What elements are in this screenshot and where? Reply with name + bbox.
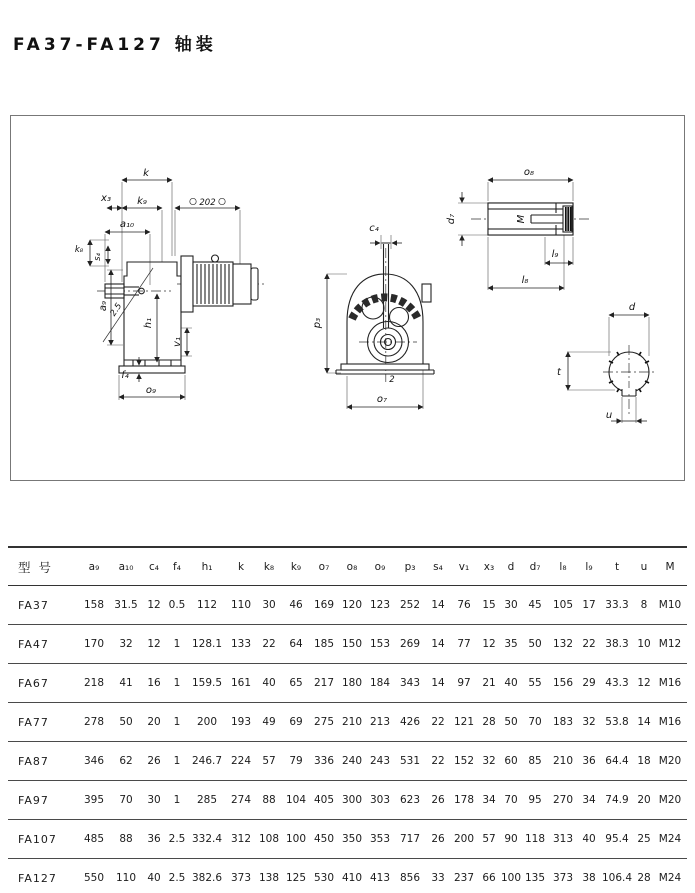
page-title: FA37-FA127 轴装	[13, 35, 217, 55]
value-cell: 110	[115, 872, 137, 884]
value-cell: 95	[528, 794, 542, 806]
value-cell: 45	[528, 599, 542, 611]
value-cell: 36	[582, 755, 596, 767]
value-cell: 76	[457, 599, 471, 611]
value-cell: M12	[658, 638, 682, 650]
value-cell: 22	[431, 716, 445, 728]
value-cell: 243	[369, 755, 391, 767]
value-cell: 270	[552, 794, 574, 806]
value-cell: 373	[230, 872, 252, 884]
value-cell: 426	[399, 716, 421, 728]
dim-label-t: t	[557, 367, 561, 378]
value-cell: 70	[528, 716, 542, 728]
dim-label-s4: s₄	[93, 253, 103, 261]
value-cell: 1	[173, 794, 181, 806]
value-cell: 193	[230, 716, 252, 728]
hollow-shaft-view	[446, 167, 591, 290]
table-row	[8, 703, 687, 742]
dim-label-l8: l₈	[521, 275, 529, 286]
value-cell: 1	[173, 638, 181, 650]
value-cell: 153	[369, 638, 391, 650]
value-cell: 14	[637, 716, 651, 728]
column-header: p₃	[404, 560, 416, 573]
value-cell: 32	[582, 716, 596, 728]
value-cell: 217	[313, 677, 335, 689]
model-cell: FA47	[18, 637, 49, 651]
value-cell: 30	[504, 599, 518, 611]
column-header: l₈	[559, 560, 567, 573]
value-cell: 353	[369, 833, 391, 845]
dim-label-o7: o₇	[376, 394, 388, 405]
value-cell: 35	[504, 638, 518, 650]
value-cell: 210	[552, 755, 574, 767]
table-header-row	[8, 548, 687, 586]
value-cell: 74.9	[605, 794, 629, 806]
column-header: c₄	[149, 560, 159, 573]
value-cell: 180	[341, 677, 363, 689]
value-cell: 210	[341, 716, 363, 728]
value-cell: 2.5	[168, 872, 186, 884]
value-cell: 77	[457, 638, 471, 650]
value-cell: 64	[289, 638, 303, 650]
value-cell: 36	[147, 833, 161, 845]
value-cell: 26	[431, 833, 445, 845]
value-cell: 120	[341, 599, 363, 611]
value-cell: 100	[500, 872, 522, 884]
value-cell: 623	[399, 794, 421, 806]
value-cell: 12	[637, 677, 651, 689]
value-cell: 108	[258, 833, 280, 845]
value-cell: 53.8	[605, 716, 629, 728]
dim-label-c4: c₄	[369, 223, 379, 234]
value-cell: 413	[369, 872, 391, 884]
value-cell: 169	[313, 599, 335, 611]
thread-label-M: M	[516, 214, 527, 224]
value-cell: 17	[582, 599, 596, 611]
dim-label-f4: f₄	[121, 370, 129, 381]
column-header: u	[640, 560, 648, 573]
front-view	[312, 223, 434, 409]
value-cell: M20	[658, 794, 682, 806]
value-cell: 43.3	[605, 677, 629, 689]
value-cell: 14	[431, 677, 445, 689]
value-cell: 104	[285, 794, 307, 806]
table-row	[8, 820, 687, 859]
dim-label-p3: p₃	[312, 317, 323, 329]
column-header: k₉	[290, 560, 302, 573]
value-cell: 28	[637, 872, 651, 884]
value-cell: 26	[147, 755, 161, 767]
value-cell: 25	[637, 833, 651, 845]
value-cell: 49	[262, 716, 276, 728]
value-cell: 30	[262, 599, 276, 611]
column-header: x₃	[483, 560, 495, 573]
value-cell: 12	[147, 599, 161, 611]
value-cell: 65	[289, 677, 303, 689]
value-cell: 200	[196, 716, 218, 728]
value-cell: 332.4	[191, 833, 223, 845]
column-header: l₉	[585, 560, 593, 573]
value-cell: 382.6	[191, 872, 223, 884]
value-cell: 128.1	[191, 638, 223, 650]
value-cell: 121	[453, 716, 475, 728]
value-cell: 70	[504, 794, 518, 806]
value-cell: 79	[289, 755, 303, 767]
note-label: 2	[389, 375, 395, 385]
value-cell: 22	[262, 638, 276, 650]
value-cell: 336	[313, 755, 335, 767]
dim-label-o8: o₈	[523, 167, 535, 178]
value-cell: 269	[399, 638, 421, 650]
dim-label-a10: a₁₀	[119, 219, 135, 230]
value-cell: 350	[341, 833, 363, 845]
value-cell: 158	[83, 599, 105, 611]
value-cell: M16	[658, 677, 682, 689]
value-cell: 28	[482, 716, 496, 728]
value-cell: 300	[341, 794, 363, 806]
value-cell: 240	[341, 755, 363, 767]
value-cell: 50	[504, 716, 518, 728]
value-cell: 40	[504, 677, 518, 689]
dim-label-k: k	[143, 168, 149, 179]
value-cell: 152	[453, 755, 475, 767]
table-row	[8, 781, 687, 820]
technical-drawing	[10, 115, 685, 481]
table-row	[8, 586, 687, 625]
value-cell: 110	[230, 599, 252, 611]
value-cell: 1	[173, 716, 181, 728]
dim-label-motor: 202	[199, 198, 216, 208]
value-cell: 531	[399, 755, 421, 767]
value-cell: 405	[313, 794, 335, 806]
value-cell: 33	[431, 872, 445, 884]
value-cell: 20	[637, 794, 651, 806]
value-cell: 40	[582, 833, 596, 845]
value-cell: 97	[457, 677, 471, 689]
value-cell: 246.7	[191, 755, 223, 767]
value-cell: 303	[369, 794, 391, 806]
value-cell: 100	[285, 833, 307, 845]
value-cell: 200	[453, 833, 475, 845]
column-header: h₁	[201, 560, 213, 573]
dim-label-d7: d₇	[446, 213, 457, 225]
value-cell: 40	[147, 872, 161, 884]
column-header: t	[614, 560, 620, 573]
value-cell: 22	[582, 638, 596, 650]
model-cell: FA127	[18, 871, 57, 885]
value-cell: 62	[119, 755, 133, 767]
column-header: o₉	[374, 560, 386, 573]
value-cell: 275	[313, 716, 335, 728]
value-cell: 57	[482, 833, 496, 845]
value-cell: 313	[552, 833, 574, 845]
value-cell: 22	[431, 755, 445, 767]
column-header: d	[507, 560, 515, 573]
value-cell: M24	[658, 872, 682, 884]
dim-label-o9: o₉	[145, 385, 157, 396]
model-cell: FA77	[18, 715, 49, 729]
value-cell: 237	[453, 872, 475, 884]
value-cell: 57	[262, 755, 276, 767]
value-cell: 55	[528, 677, 542, 689]
value-cell: 70	[119, 794, 133, 806]
value-cell: 85	[528, 755, 542, 767]
column-header: M	[665, 560, 675, 573]
value-cell: 224	[230, 755, 252, 767]
column-header: a₁₀	[118, 560, 134, 573]
model-cell: FA97	[18, 793, 49, 807]
table-body	[8, 586, 687, 893]
model-cell: FA37	[18, 598, 49, 612]
model-cell: FA87	[18, 754, 49, 768]
model-column-header: 型号	[18, 559, 60, 575]
value-cell: 184	[369, 677, 391, 689]
value-cell: 123	[369, 599, 391, 611]
value-cell: 178	[453, 794, 475, 806]
value-cell: 46	[289, 599, 303, 611]
value-cell: 252	[399, 599, 421, 611]
dim-label-d: d	[628, 302, 636, 313]
value-cell: 183	[552, 716, 574, 728]
dim-label-u: u	[605, 410, 613, 421]
value-cell: 550	[83, 872, 105, 884]
value-cell: 485	[83, 833, 105, 845]
value-cell: 218	[83, 677, 105, 689]
value-cell: 66	[482, 872, 496, 884]
value-cell: 34	[582, 794, 596, 806]
column-header: o₇	[318, 560, 330, 573]
value-cell: 88	[119, 833, 133, 845]
value-cell: 2.5	[168, 833, 186, 845]
value-cell: 118	[524, 833, 546, 845]
value-cell: 410	[341, 872, 363, 884]
value-cell: 64.4	[605, 755, 629, 767]
value-cell: 12	[482, 638, 496, 650]
value-cell: 16	[147, 677, 161, 689]
value-cell: 0.5	[168, 599, 186, 611]
model-cell: FA67	[18, 676, 49, 690]
column-header: o₈	[346, 560, 358, 573]
value-cell: 21	[482, 677, 496, 689]
value-cell: 150	[341, 638, 363, 650]
value-cell: 69	[289, 716, 303, 728]
value-cell: 105	[552, 599, 574, 611]
value-cell: 395	[83, 794, 105, 806]
value-cell: 29	[582, 677, 596, 689]
value-cell: 213	[369, 716, 391, 728]
value-cell: 38.3	[605, 638, 629, 650]
value-cell: 60	[504, 755, 518, 767]
dim-label-h1: h₁	[143, 317, 154, 329]
value-cell: 112	[196, 599, 218, 611]
column-header: k₈	[263, 560, 275, 573]
value-cell: 32	[482, 755, 496, 767]
drawing-svg	[11, 116, 684, 480]
model-cell: FA107	[18, 832, 57, 846]
table-row	[8, 859, 687, 893]
value-cell: 346	[83, 755, 105, 767]
value-cell: 41	[119, 677, 133, 689]
column-header: v₁	[458, 560, 470, 573]
value-cell: 312	[230, 833, 252, 845]
value-cell: 717	[399, 833, 421, 845]
value-cell: M20	[658, 755, 682, 767]
value-cell: 274	[230, 794, 252, 806]
value-cell: 8	[640, 599, 648, 611]
value-cell: 373	[552, 872, 574, 884]
value-cell: 450	[313, 833, 335, 845]
value-cell: 856	[399, 872, 421, 884]
value-cell: 106.4	[601, 872, 633, 884]
value-cell: 156	[552, 677, 574, 689]
dim-label-k8: k₈	[74, 245, 84, 255]
value-cell: 133	[230, 638, 252, 650]
dimension-table	[8, 546, 687, 893]
value-cell: 18	[637, 755, 651, 767]
value-cell: 138	[258, 872, 280, 884]
column-header: d₇	[529, 560, 541, 573]
value-cell: 135	[524, 872, 546, 884]
value-cell: 278	[83, 716, 105, 728]
column-header: f₄	[173, 560, 181, 573]
value-cell: 530	[313, 872, 335, 884]
value-cell: 285	[196, 794, 218, 806]
value-cell: 30	[147, 794, 161, 806]
value-cell: M24	[658, 833, 682, 845]
table-row	[8, 664, 687, 703]
dim-label-x3: x₃	[101, 193, 111, 204]
value-cell: 1	[173, 755, 181, 767]
value-cell: 88	[262, 794, 276, 806]
value-cell: 50	[528, 638, 542, 650]
value-cell: M16	[658, 716, 682, 728]
column-header: s₄	[433, 560, 443, 573]
value-cell: 15	[482, 599, 496, 611]
column-header: a₉	[88, 560, 100, 573]
value-cell: 125	[285, 872, 307, 884]
value-cell: 26	[431, 794, 445, 806]
dim-label-a9: a₉	[98, 300, 109, 312]
value-cell: 95.4	[605, 833, 629, 845]
dim-label-k9: k₉	[137, 196, 147, 207]
value-cell: M10	[658, 599, 682, 611]
dim-label-angle: 2.5	[108, 301, 125, 319]
value-cell: 12	[147, 638, 161, 650]
dim-label-v1: v₁	[172, 337, 183, 347]
value-cell: 343	[399, 677, 421, 689]
table-row	[8, 625, 687, 664]
value-cell: 1	[173, 677, 181, 689]
value-cell: 170	[83, 638, 105, 650]
value-cell: 32	[119, 638, 133, 650]
value-cell: 38	[582, 872, 596, 884]
value-cell: 14	[431, 638, 445, 650]
value-cell: 161	[230, 677, 252, 689]
value-cell: 20	[147, 716, 161, 728]
value-cell: 132	[552, 638, 574, 650]
value-cell: 50	[119, 716, 133, 728]
dim-label-l9: l₉	[551, 249, 559, 260]
table-row	[8, 742, 687, 781]
value-cell: 40	[262, 677, 276, 689]
value-cell: 159.5	[191, 677, 223, 689]
value-cell: 33.3	[605, 599, 629, 611]
value-cell: 90	[504, 833, 518, 845]
column-header: k	[237, 560, 245, 573]
value-cell: 14	[431, 599, 445, 611]
value-cell: 10	[637, 638, 651, 650]
value-cell: 34	[482, 794, 496, 806]
value-cell: 185	[313, 638, 335, 650]
value-cell: 31.5	[114, 599, 138, 611]
shaft-section-view	[557, 302, 657, 423]
side-view	[75, 168, 265, 400]
